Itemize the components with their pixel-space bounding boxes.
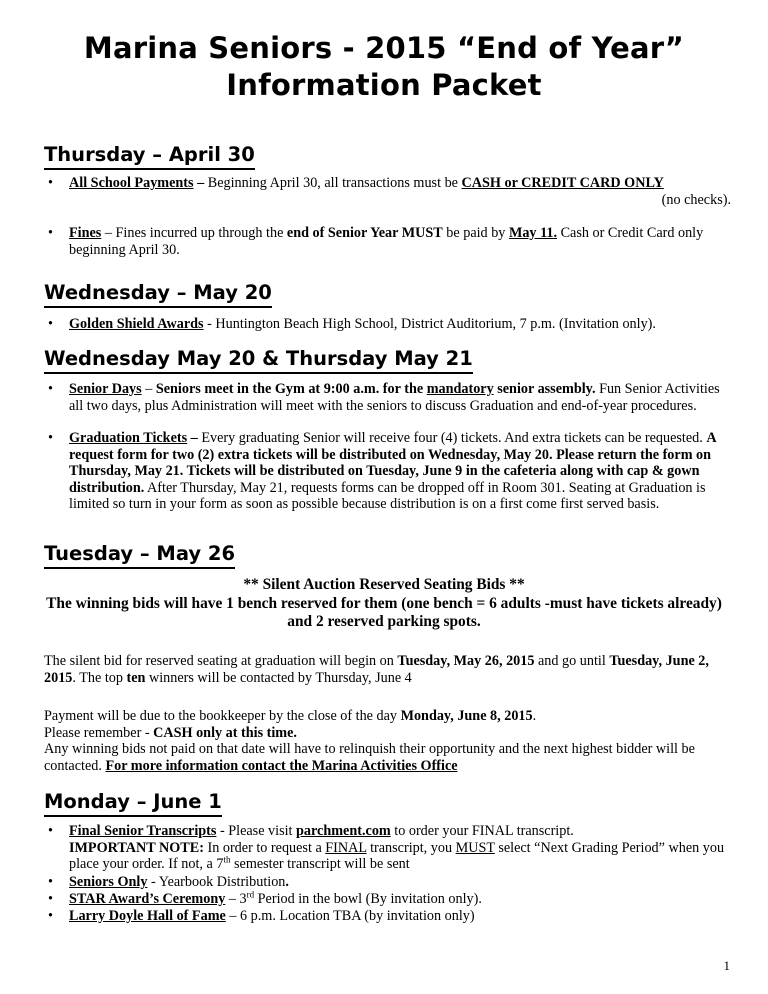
item-graduation-tickets: • Graduation Tickets – Every graduating Senior will receive four (4) tickets. And extra tickets can be requested. A request form for two (2) extra tickets will be distributed on Wednesday, May 20. Please return the form on Thursday, May 21. Tickets will be distributed on Tuesday, June 9 in the cafeteria along with cap & gown distribution. After Thursday, May 21, requests forms can be dropped off in Room 301. Seating at Graduation is limited so turn in your form as soon as possible because distribution is on a first come first served basis.: [69, 430, 731, 513]
page-number: 1: [723, 958, 730, 973]
item-senior-days: • Senior Days – Seniors meet in the Gym at 9:00 a.m. for the mandatory senior assembly. Fun Senior Activities all two days, plus Administration will meet with the seniors to discuss Graduation and end-of-year procedures.: [69, 381, 731, 414]
heading-thursday-april-30: Thursday – April 30: [44, 143, 255, 170]
item-label: All School Payments: [69, 175, 194, 191]
item-label: Final Senior Transcripts: [69, 823, 217, 839]
item-label: Larry Doyle Hall of Fame: [69, 908, 226, 924]
item-final-senior-transcripts: • Final Senior Transcripts - Please visit parchment.com to order your FINAL transcript. IMPORTANT NOTE: In order to request a FINAL transcript, you MUST select “Next Grading Period” when you place your order. If not, a 7th semester transcript will be sent: [69, 823, 731, 873]
title-line-2: Information Packet: [226, 68, 542, 102]
page-title: [40, 30, 728, 104]
parchment-link[interactable]: parchment.com: [296, 823, 391, 839]
item-label: Senior Days: [69, 381, 142, 397]
item-larry-doyle-hall-of-fame: • Larry Doyle Hall of Fame – 6 p.m. Location TBA (by invitation only): [69, 908, 731, 925]
item-golden-shield-awards: • Golden Shield Awards - Huntington Beach High School, District Auditorium, 7 p.m. (Invitation only).: [69, 316, 731, 333]
item-label: Golden Shield Awards: [69, 316, 204, 332]
auction-schedule-paragraph: The silent bid for reserved seating at graduation will begin on Tuesday, May 26, 2015 and go until Tuesday, June 2, 2015. The top ten winners will be contacted by Thursday, June 4: [44, 653, 709, 686]
item-label: Seniors Only: [69, 874, 148, 890]
title-line-1: Marina Seniors - 2015 “End of Year”: [83, 31, 685, 65]
item-label: Fines: [69, 225, 102, 241]
item-seniors-only: • Seniors Only - Yearbook Distribution.: [69, 874, 731, 891]
item-label: STAR Award’s Ceremony: [69, 891, 226, 907]
payment-paragraph: Payment will be due to the bookkeeper by the close of the day Monday, June 8, 2015. Please remember - CASH only at this time. Any winning bids not paid on that date will have to relinquish their opportunity and the next highest bidder will be contacted. For more information contact the Marina Activities Office: [44, 708, 695, 774]
contact-office-note: For more information contact the Marina Activities Office: [105, 757, 458, 774]
item-label: Graduation Tickets: [69, 430, 188, 446]
heading-tuesday-may-26: Tuesday – May 26: [44, 542, 235, 569]
heading-wednesday-thursday-may-20-21: Wednesday May 20 & Thursday May 21: [44, 347, 473, 374]
heading-wednesday-may-20: Wednesday – May 20: [44, 281, 272, 308]
item-fines: • Fines – Fines incurred up through the end of Senior Year MUST be paid by May 11. Cash or Credit Card only beginning April 30.: [69, 225, 731, 258]
silent-auction-notice: ** Silent Auction Reserved Seating Bids ** The winning bids will have 1 bench reserved for them (one bench = 6 adults -must have tickets already) and 2 reserved parking spots.: [46, 576, 722, 631]
item-all-school-payments: • All School Payments – Beginning April 30, all transactions must be CASH or CREDIT CARD ONLY (no checks).: [69, 175, 731, 208]
item-star-awards-ceremony: • STAR Award’s Ceremony – 3rd Period in the bowl (By invitation only).: [69, 891, 731, 908]
heading-monday-june-1: Monday – June 1: [44, 790, 222, 817]
